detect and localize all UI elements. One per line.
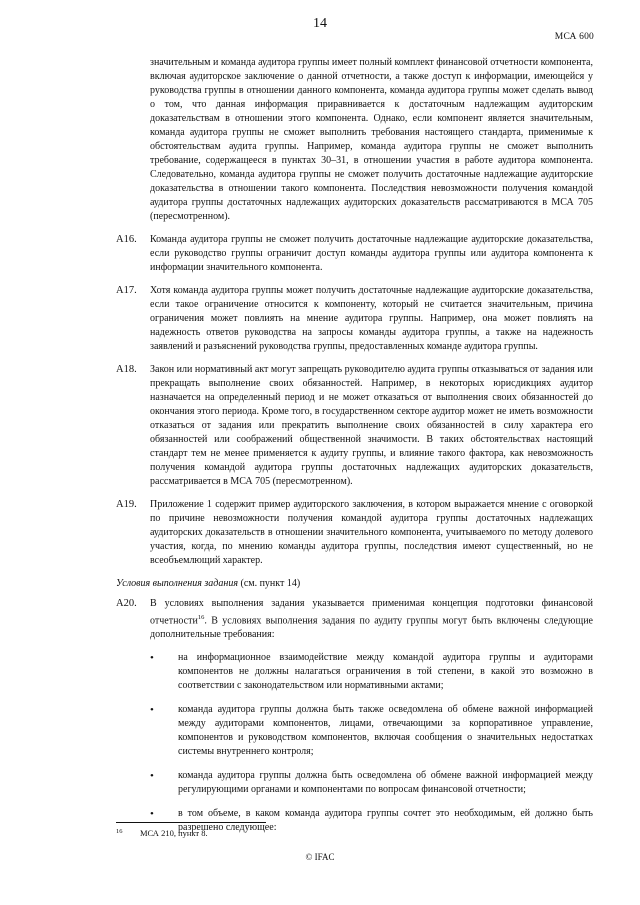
footnote-mark: 16 (116, 828, 123, 835)
list-item (0, 769, 640, 797)
bullet-icon: • (150, 808, 154, 821)
bullet-icon: • (150, 704, 154, 717)
paragraph-a20 (0, 597, 640, 642)
paragraph-number: A19. (116, 499, 137, 510)
section-reference: (см. пункт 14) (237, 578, 301, 589)
section-heading (116, 577, 640, 591)
paragraph-continued (0, 56, 640, 224)
page-number: 14 (313, 16, 327, 31)
list-item (0, 703, 640, 759)
footnote (116, 828, 208, 838)
paragraph-number: A17. (116, 285, 137, 296)
paragraph-text-part2: . В условиях выполнения задания по аудиту группы могут быть включены следующие дополнительные требования: (150, 615, 593, 641)
section-title: Условия выполнения задания (116, 578, 238, 589)
list-item-text: на информационное взаимодействие между командой аудитора группы и аудиторами компонентов не должны налагаться ограничения в той степени, в какой это возможно в соответствии с законодательством или нормативными актами; (178, 652, 593, 692)
paragraph-number: A20. (116, 598, 137, 609)
paragraph-text: значительным и команда аудитора группы имеет полный комплект финансовой отчетности компонента, включая аудиторское заключение о данной отчетности, а также доступ к информации, имеющейся у руководства группы в отношении данного компонента, команда аудитора группы может сделать вывод о том, что данная информация приравнивается к достаточным надлежащим аудиторским доказательствам в отношении этого компонента. Однако, если компонент является значительным, команда аудитора группы не сможет выполнить требования настоящего стандарта, применимые к обстоятельствам аудита группы. Например, команда аудитора группы не сможет выполнить требование, содержащееся в пунктах 30–31, в отношении участия в работе аудитора компонента. Следовательно, команда аудитора группы не сможет получить достаточные надлежащие аудиторские доказательства в отношении такого компонента. Последствия невозможности получения командой аудитора группы достаточных надлежащих аудиторских доказательств рассматриваются в МСА 705 (пересмотренном). (150, 57, 593, 222)
paragraph-text (150, 597, 593, 642)
paragraph-number: A16. (116, 234, 137, 245)
paragraph-text: Хотя команда аудитора группы может получить достаточные надлежащие аудиторские доказательства, если такое ограничение относится к компоненту, который не считается значительным, причина ограничения может повлиять на мнение аудитора группы. Например, она может повлиять на надежность ответов руководства на запросы команды аудитора группы, а также на надежность заявлений и разъяснений руководства группы, предоставленных команде аудитора группы. (150, 285, 593, 352)
list-item-text: в том объеме, в каком команда аудитора группы сочтет это необходимым, ей должно быть разрешено следующее: (178, 808, 593, 834)
list-item (0, 807, 640, 835)
list-item-text: команда аудитора группы должна быть также осведомлена об обмене важной информацией между аудиторами компонентов, лицами, отвечающими за корпоративное управление, компонентов и руководством компонентов, включая сообщения о значительных недостатках системы внутреннего контроля; (178, 704, 593, 758)
footnote-reference[interactable]: 16 (197, 614, 205, 621)
paragraph-a19 (0, 498, 640, 568)
bullet-icon: • (150, 770, 154, 783)
footnote-text: МСА 210, пункт 8. (140, 828, 208, 838)
footnote-divider (116, 822, 266, 823)
paragraph-text: Приложение 1 содержит пример аудиторского заключения, в котором выражается мнение с оговоркой по причине невозможности получения командой аудитора группы достаточных надлежащих аудиторских доказательств в отношении значительного компонента, учитываемого по методу долевого участия, когда, по мнению команды аудитора группы, последствия имеют существенный, но не всеобъемлющий характер. (150, 499, 593, 566)
requirements-list (0, 651, 640, 835)
list-item-text: команда аудитора группы должна быть осведомлена об обмене важной информацией между регулирующими органами и компонентами по вопросам финансовой отчетности; (178, 770, 593, 796)
paragraph-text: Команда аудитора группы не сможет получить достаточные надлежащие аудиторские доказательства, если руководство группы ограничит доступ команды аудитора группы или аудитора компонента к информации значительного компонента. (150, 234, 593, 273)
paragraph-text: Закон или нормативный акт могут запрещать руководителю аудита группы отказываться от задания или прекращать выполнение своих обязанностей. Например, в некоторых юрисдикциях аудитор назначается на определенный период и не может отказаться от выполнения своих обязанностей до окончания этого периода. Кроме того, в государственном секторе аудитор может не иметь возможности отказаться от задания или прекратить выполнение своих обязанностей в силу характера его обязанностей или соображений общественной значимости. В таких обстоятельствах настоящий стандарт тем не менее применяется к аудиту группы, и влияние такого фактора, как невозможность получения командой аудитора группы достаточных надлежащих аудиторских доказательств, рассматривается в МСА 705 (пересмотренном). (150, 364, 593, 487)
bullet-icon: • (150, 652, 154, 665)
paragraph-a18 (0, 363, 640, 489)
copyright-footer: © IFAC (305, 852, 335, 862)
paragraph-number: A18. (116, 364, 137, 375)
paragraph-text-part1: В условиях выполнения задания указывается применимая концепция подготовки финансовой отчетности (150, 598, 593, 627)
paragraph-a16 (0, 233, 640, 275)
list-item (0, 651, 640, 693)
document-code: МСА 600 (554, 32, 594, 42)
paragraph-a17 (0, 284, 640, 354)
main-text (0, 56, 640, 845)
